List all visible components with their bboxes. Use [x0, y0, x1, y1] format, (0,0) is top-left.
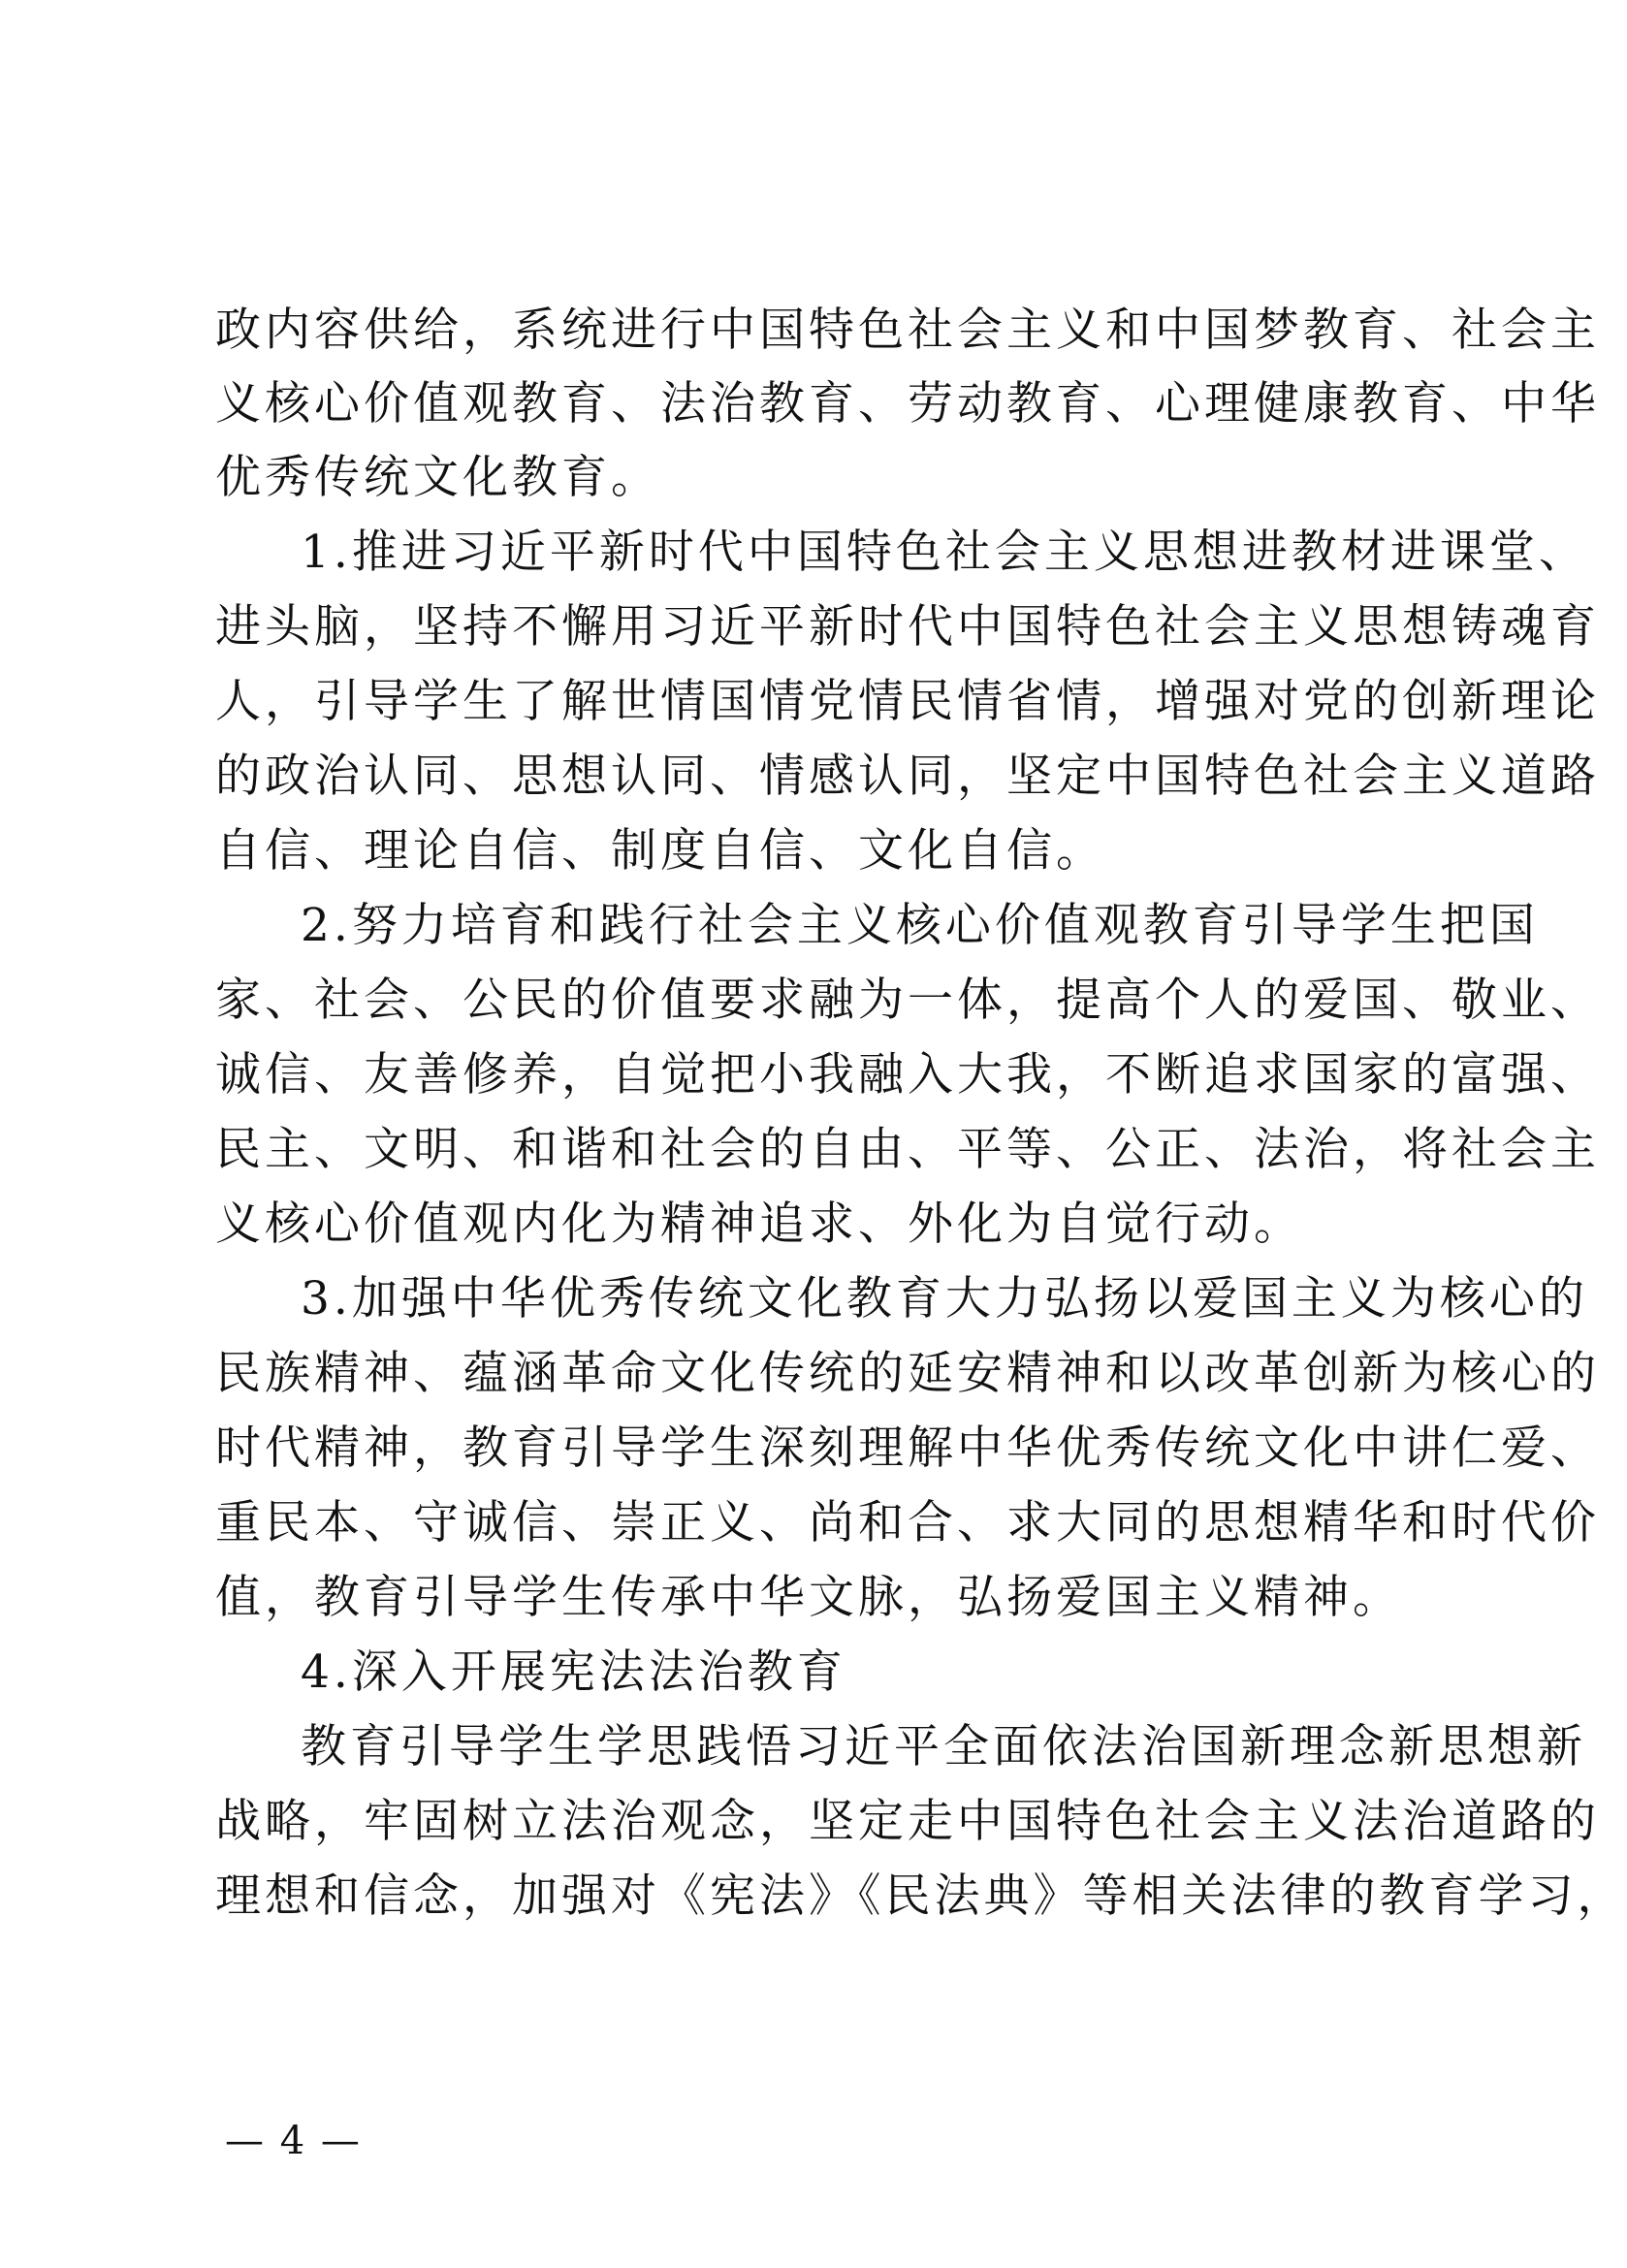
body-line: 民族精神、蕴涵革命文化传统的延安精神和以改革创新为核心的 — [215, 1347, 1600, 1400]
body-line: 理想和信念，加强对《宪法》《民法典》等相关法律的教育学习， — [215, 1869, 1627, 1923]
body-line: 值，教育引导学生传承中华文脉，弘扬爱国主义精神。 — [215, 1571, 1402, 1624]
body-line: 战略，牢固树立法治观念，坚定走中国特色社会主义法治道路的 — [215, 1795, 1600, 1848]
section-heading: 4.深入开展宪法法治教育 — [301, 1645, 846, 1699]
body-line: 民主、文明、和谐和社会的自由、平等、公正、法治，将社会主 — [215, 1123, 1600, 1176]
body-line: 3.加强中华优秀传统文化教育大力弘扬以爱国主义为核心的 — [301, 1272, 1588, 1326]
body-line: 人，引导学生了解世情国情党情民情省情，增强对党的创新理论 — [215, 675, 1600, 728]
body-line: 诚信、友善修养，自觉把小我融入大我，不断追求国家的富强、 — [215, 1048, 1600, 1102]
body-line: 自信、理论自信、制度自信、文化自信。 — [215, 824, 1105, 878]
body-line: 家、社会、公民的价值要求融为一体，提高个人的爱国、敬业、 — [215, 974, 1600, 1027]
body-line: 2.努力培育和践行社会主义核心价值观教育引导学生把国 — [301, 899, 1539, 952]
body-line: 教育引导学生学思践悟习近平全面依法治国新理念新思想新 — [301, 1720, 1586, 1773]
body-line: 重民本、守诚信、崇正义、尚和合、求大同的思想精华和时代价 — [215, 1496, 1600, 1549]
body-line: 1.推进习近平新时代中国特色社会主义思想进教材进课堂、 — [301, 526, 1588, 579]
body-line: 时代精神，教育引导学生深刻理解中华优秀传统文化中讲仁爱、 — [215, 1421, 1600, 1475]
body-line: 义核心价值观内化为精神追求、外化为自觉行动。 — [215, 1198, 1303, 1251]
body-line: 政内容供给，系统进行中国特色社会主义和中国梦教育、社会主 — [215, 303, 1600, 357]
body-line: 义核心价值观教育、法治教育、劳动教育、心理健康教育、中华 — [215, 377, 1600, 431]
body-line: 的政治认同、思想认同、情感认同，坚定中国特色社会主义道路 — [215, 750, 1600, 803]
body-line: 优秀传统文化教育。 — [215, 451, 660, 504]
page-number: — 4 — — [225, 2119, 362, 2163]
body-line: 进头脑，坚持不懈用习近平新时代中国特色社会主义思想铸魂育 — [215, 600, 1600, 654]
